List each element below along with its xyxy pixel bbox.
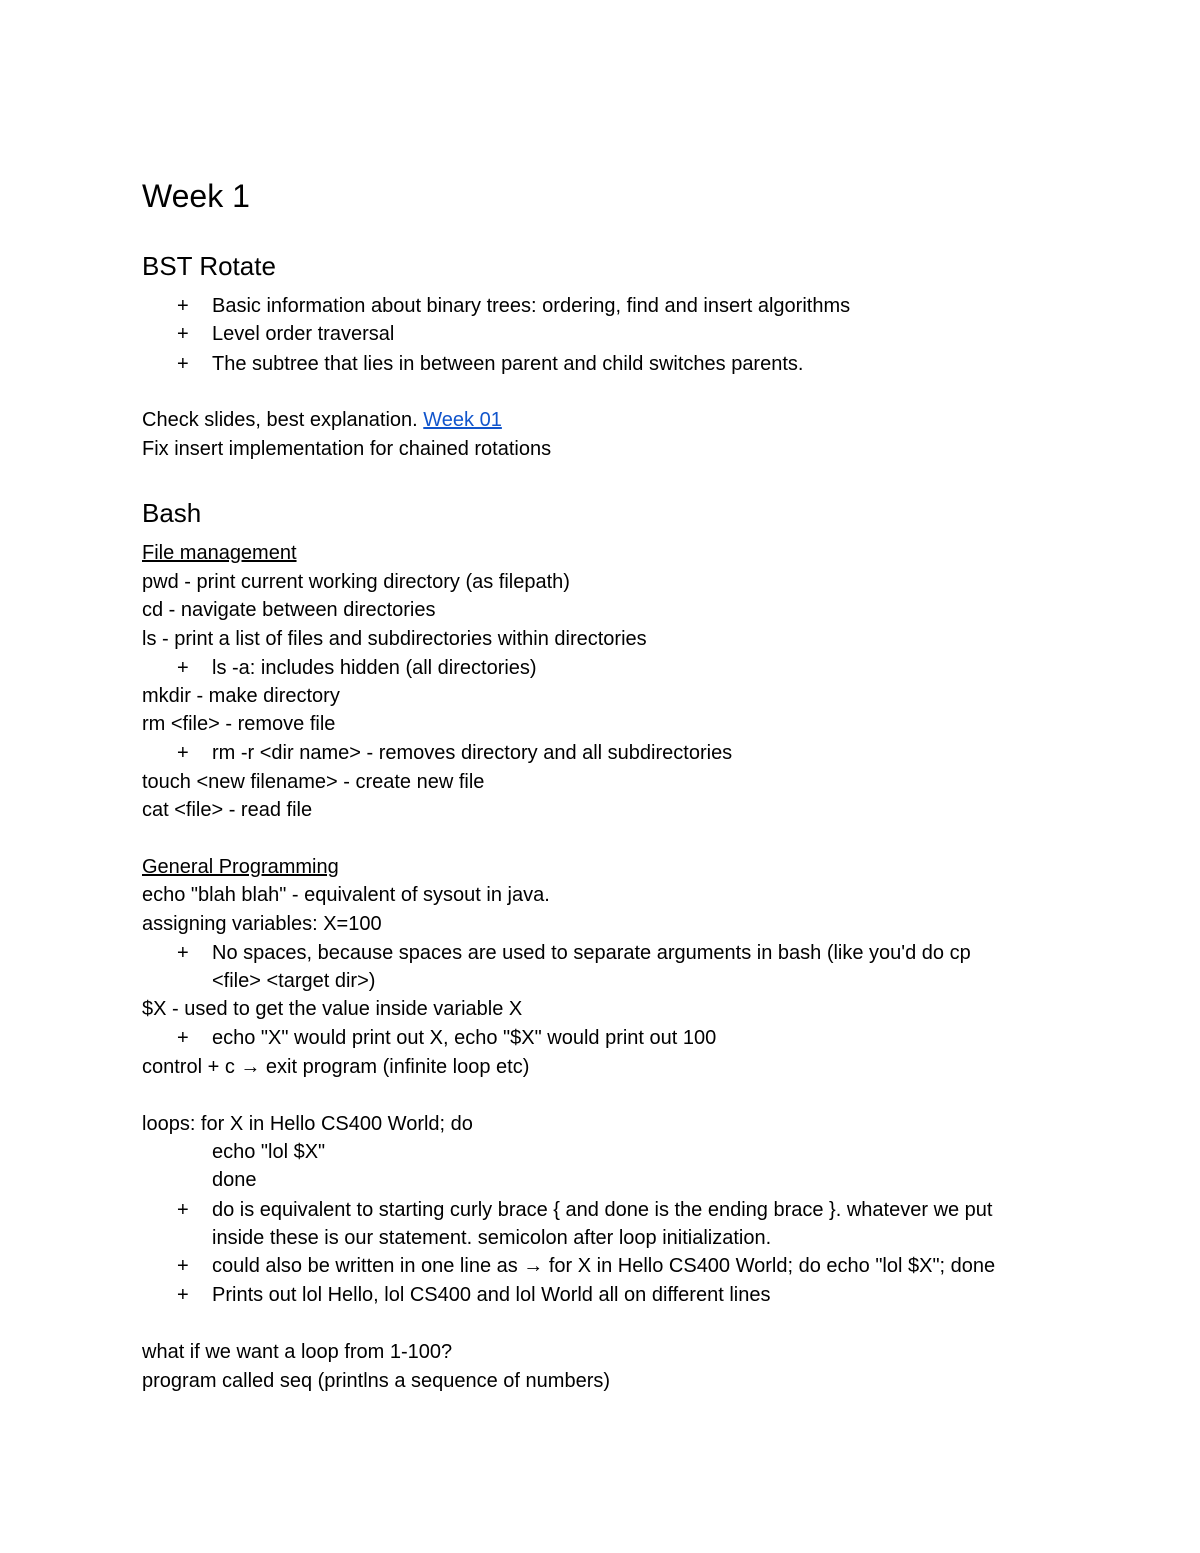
loops-bullet-1-line-1: do is equivalent to starting curly brace { and done is the ending brace }. whatever we put <box>212 1199 993 1221</box>
loops-line-1: loops: for X in Hello CS400 World; do <box>142 1113 473 1135</box>
bullet-marker: + <box>177 1199 189 1221</box>
bst-bullet-3: The subtree that lies in between parent and child switches parents. <box>212 353 804 375</box>
heading-bst-rotate: BST Rotate <box>142 251 276 281</box>
subheading-general-programming: General Programming <box>142 856 339 878</box>
bullet-marker: + <box>177 353 189 375</box>
bullet-marker: + <box>177 942 189 964</box>
rm-r-line: rm -r <dir name> - removes directory and all subdirectories <box>212 742 733 764</box>
loops-bullet-2: could also be written in one line as → for X in Hello CS400 World; do echo "lol $X"; done <box>212 1255 996 1277</box>
cd-line: cd - navigate between directories <box>142 599 436 621</box>
mkdir-line: mkdir - make directory <box>142 685 340 707</box>
dollar-x-line: $X - used to get the value inside variable X <box>142 998 523 1020</box>
echo-x-line: echo "X" would print out X, echo "$X" would print out 100 <box>212 1027 717 1049</box>
week-01-link[interactable]: Week 01 <box>423 409 502 431</box>
no-spaces-line-1: No spaces, because spaces are used to separate arguments in bash (like you'd do cp <box>212 942 971 964</box>
loops-bullet-1-line-2: inside these is our statement. semicolon after loop initialization. <box>212 1227 772 1249</box>
bullet-marker: + <box>177 323 189 345</box>
control-c-line: control + c → exit program (infinite loop etc) <box>142 1056 530 1078</box>
check-slides-text: Check slides, best explanation. <box>142 409 424 431</box>
bst-bullet-1: Basic information about binary trees: ordering, find and insert algorithms <box>212 295 851 317</box>
bullet-marker: + <box>177 742 189 764</box>
touch-line: touch <new filename> - create new file <box>142 771 485 793</box>
seq-answer-line: program called seq (printlns a sequence of numbers) <box>142 1370 611 1392</box>
ls-a-line: ls -a: includes hidden (all directories) <box>212 657 537 679</box>
no-spaces-line-2: <file> <target dir>) <box>212 970 376 992</box>
bullet-marker: + <box>177 295 189 317</box>
loops-line-3: done <box>212 1169 257 1191</box>
assign-line: assigning variables: X=100 <box>142 913 382 935</box>
subheading-file-management: File management <box>142 542 297 564</box>
bullet-marker: + <box>177 1027 189 1049</box>
check-slides-line <box>142 406 502 434</box>
loops-bullet-3: Prints out lol Hello, lol CS400 and lol World all on different lines <box>212 1284 771 1306</box>
loops-line-2: echo "lol $X" <box>212 1141 326 1163</box>
bullet-marker: + <box>177 657 189 679</box>
rm-line: rm <file> - remove file <box>142 713 336 735</box>
bullet-marker: + <box>177 1255 189 1277</box>
echo-line: echo "blah blah" - equivalent of sysout in java. <box>142 884 550 906</box>
seq-question-line: what if we want a loop from 1-100? <box>142 1341 453 1363</box>
bst-bullet-2: Level order traversal <box>212 323 395 345</box>
cat-line: cat <file> - read file <box>142 799 313 821</box>
bullet-marker: + <box>177 1284 189 1306</box>
fix-insert-line: Fix insert implementation for chained rotations <box>142 438 552 460</box>
document-title: Week 1 <box>142 178 250 214</box>
heading-bash: Bash <box>142 498 202 528</box>
ls-line: ls - print a list of files and subdirectories within directories <box>142 628 647 650</box>
pwd-line: pwd - print current working directory (as filepath) <box>142 571 570 593</box>
